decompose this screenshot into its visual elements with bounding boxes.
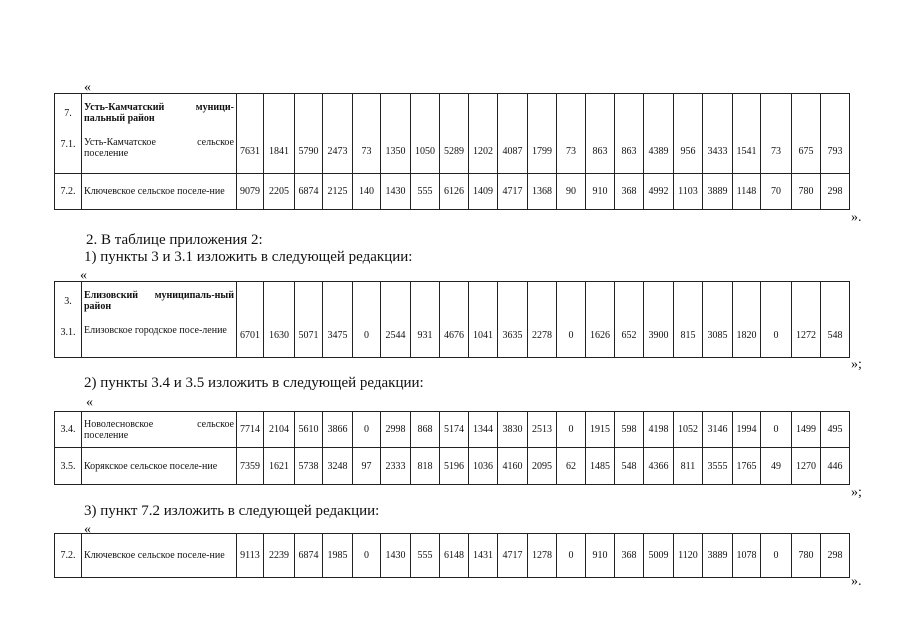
row-number-cell [55, 94, 82, 174]
value-cell [674, 282, 703, 358]
value: 3635 [502, 330, 523, 341]
value-cell: 780 [792, 174, 821, 210]
value-cell: 4366 [644, 448, 674, 485]
settlement-name: Ключевское сельское поселе-ние [82, 534, 237, 578]
value-cell [237, 94, 264, 174]
row-name-cell [82, 282, 237, 358]
value: 652 [621, 330, 637, 341]
value-cell: 49 [761, 448, 792, 485]
value: 1799 [532, 146, 552, 157]
row-number-cell [55, 282, 82, 358]
value: 863 [621, 146, 637, 157]
value-cell [644, 94, 674, 174]
value: 73 [361, 146, 372, 157]
table-row [55, 534, 850, 578]
value-cell: 5174 [440, 412, 469, 448]
value-cell: 818 [411, 448, 440, 485]
value-cell: 598 [615, 412, 644, 448]
value-cell: 910 [586, 534, 615, 578]
value: 3085 [707, 330, 728, 341]
table-row [55, 412, 850, 448]
value: 675 [798, 146, 814, 157]
value: 2473 [327, 146, 348, 157]
value-cell [264, 94, 295, 174]
value-cell: 3866 [323, 412, 353, 448]
value-cell: 446 [821, 448, 850, 485]
value-cell [469, 282, 498, 358]
value-cell [586, 282, 615, 358]
quote-open-4: « [84, 522, 91, 537]
value-cell [821, 282, 850, 358]
value-cell: 0 [353, 412, 381, 448]
value-cell: 4198 [644, 412, 674, 448]
value-cell: 5610 [295, 412, 323, 448]
value-cell: 1409 [469, 174, 498, 210]
row-number: 3.5. [55, 448, 82, 485]
value: 1050 [415, 146, 435, 157]
value: 2544 [385, 330, 406, 341]
value-cell: 6126 [440, 174, 469, 210]
value: 815 [680, 330, 696, 341]
table-row [55, 94, 850, 174]
value: 73 [566, 146, 576, 157]
value-cell: 1103 [674, 174, 703, 210]
paragraph-subitem-2: 2) пункты 3.4 и 3.5 изложить в следующей редакции: [84, 375, 424, 391]
quote-close-4: ». [851, 574, 862, 589]
settlement-name: Ключевское сельское поселе-ние [82, 174, 237, 210]
value-cell: 910 [586, 174, 615, 210]
value-cell [792, 282, 821, 358]
value-cell: 6874 [295, 174, 323, 210]
table-row [55, 448, 850, 485]
table-ust-kamchatsky [54, 93, 850, 210]
value-cell: 0 [557, 412, 586, 448]
value-cell: 1765 [733, 448, 761, 485]
table-row [55, 174, 850, 210]
value-cell: 2095 [528, 448, 557, 485]
paragraph-subitem-3: 3) пункт 7.2 изложить в следующей редакции: [84, 503, 380, 519]
value-cell [469, 94, 498, 174]
table-row [55, 282, 850, 358]
value-cell: 368 [615, 534, 644, 578]
value: 7631 [240, 146, 260, 157]
row-number: 7.1. [60, 139, 76, 150]
value-cell: 6148 [440, 534, 469, 578]
value-cell [557, 282, 586, 358]
settlement-name: Корякское сельское поселе-ние [82, 448, 237, 485]
settlement-name: Елизовское городское посе-ление [84, 325, 227, 336]
value-cell: 0 [353, 534, 381, 578]
value-cell: 1485 [586, 448, 615, 485]
value: 4389 [648, 146, 669, 157]
value-cell [528, 94, 557, 174]
value-cell: 3146 [703, 412, 733, 448]
value: 548 [827, 330, 843, 341]
value-cell: 298 [821, 174, 850, 210]
value-cell: 811 [674, 448, 703, 485]
row-name-cell [82, 94, 237, 174]
value-cell [615, 282, 644, 358]
value-cell: 1994 [733, 412, 761, 448]
value-cell [323, 282, 353, 358]
value-cell [264, 282, 295, 358]
value-cell: 90 [557, 174, 586, 210]
paragraph-subitem-1: 1) пункты 3 и 3.1 изложить в следующей редакции: [84, 249, 413, 265]
row-number: 3.1. [60, 327, 76, 338]
value-cell: 2205 [264, 174, 295, 210]
value-cell [733, 94, 761, 174]
value-cell [761, 282, 792, 358]
value: 1630 [269, 330, 289, 341]
value-cell: 9079 [237, 174, 264, 210]
value-cell: 1148 [733, 174, 761, 210]
value: 73 [771, 146, 781, 157]
value: 3475 [327, 330, 348, 341]
value: 4676 [444, 330, 464, 341]
value-cell [323, 94, 353, 174]
value: 0 [364, 330, 369, 341]
value: 1202 [473, 146, 493, 157]
value: 793 [827, 146, 843, 157]
value-cell: 2104 [264, 412, 295, 448]
value-cell: 4717 [498, 534, 528, 578]
value: 1820 [736, 330, 757, 341]
value: 5289 [444, 146, 464, 157]
value-cell: 555 [411, 534, 440, 578]
value: 0 [773, 330, 779, 341]
value-cell [761, 94, 792, 174]
value-cell: 1499 [792, 412, 821, 448]
value: 863 [592, 146, 608, 157]
value-cell: 4992 [644, 174, 674, 210]
value-cell: 2125 [323, 174, 353, 210]
value-cell [557, 94, 586, 174]
district-name: Елизовский муниципаль-ный район [84, 290, 234, 312]
value-cell: 0 [761, 534, 792, 578]
value-cell [674, 94, 703, 174]
value-cell: 1621 [264, 448, 295, 485]
value-cell [703, 94, 733, 174]
value-cell: 140 [353, 174, 381, 210]
value-cell: 1036 [469, 448, 498, 485]
row-number: 3.4. [55, 412, 82, 448]
settlement-name: Усть-Камчатское сельское поселение [84, 137, 234, 159]
row-number: 7. [64, 108, 72, 119]
value: 1041 [473, 330, 493, 341]
value: 1541 [736, 146, 757, 157]
value: 3900 [648, 330, 669, 341]
value-cell: 548 [615, 448, 644, 485]
value-cell: 3889 [703, 174, 733, 210]
table-points-3-4-3-5 [54, 411, 850, 485]
value: 0 [568, 330, 574, 341]
value-cell [237, 282, 264, 358]
value-cell [411, 94, 440, 174]
quote-open-2: « [80, 268, 87, 283]
value-cell: 1431 [469, 534, 498, 578]
value: 1626 [590, 330, 610, 341]
value: 4087 [502, 146, 523, 157]
value-cell: 1270 [792, 448, 821, 485]
value-cell [498, 94, 528, 174]
value-cell: 1985 [323, 534, 353, 578]
value-cell: 62 [557, 448, 586, 485]
value-cell: 3830 [498, 412, 528, 448]
value-cell: 1368 [528, 174, 557, 210]
value-cell: 4160 [498, 448, 528, 485]
value-cell [792, 94, 821, 174]
row-number: 7.2. [55, 534, 82, 578]
value-cell: 368 [615, 174, 644, 210]
value-cell: 0 [557, 534, 586, 578]
value-cell: 2513 [528, 412, 557, 448]
paragraph-item-2: 2. В таблице приложения 2: [86, 232, 263, 248]
value-cell [703, 282, 733, 358]
value-cell: 1430 [381, 534, 411, 578]
value-cell [353, 282, 381, 358]
quote-close-1: ». [851, 210, 862, 225]
value-cell [498, 282, 528, 358]
value-cell [615, 94, 644, 174]
value: 5790 [298, 146, 319, 157]
value-cell: 780 [792, 534, 821, 578]
value-cell: 4717 [498, 174, 528, 210]
value-cell: 2333 [381, 448, 411, 485]
value-cell: 1052 [674, 412, 703, 448]
value-cell [440, 282, 469, 358]
value: 956 [680, 146, 696, 157]
value-cell: 3889 [703, 534, 733, 578]
value-cell: 7359 [237, 448, 264, 485]
value-cell [821, 94, 850, 174]
value-cell: 1278 [528, 534, 557, 578]
quote-close-2: »; [851, 357, 862, 372]
value-cell [586, 94, 615, 174]
quote-close-3: »; [851, 485, 862, 500]
value-cell [295, 94, 323, 174]
value-cell: 868 [411, 412, 440, 448]
value-cell: 7714 [237, 412, 264, 448]
value-cell: 2998 [381, 412, 411, 448]
value: 2278 [532, 330, 552, 341]
value-cell [528, 282, 557, 358]
value-cell: 70 [761, 174, 792, 210]
value-cell [733, 282, 761, 358]
value-cell [295, 282, 323, 358]
row-number: 3. [64, 296, 72, 307]
value-cell [353, 94, 381, 174]
value: 1841 [269, 146, 289, 157]
value-cell: 5196 [440, 448, 469, 485]
value-cell: 5009 [644, 534, 674, 578]
value-cell: 0 [761, 412, 792, 448]
value-cell: 5738 [295, 448, 323, 485]
value-cell: 1078 [733, 534, 761, 578]
value-cell [644, 282, 674, 358]
value: 3433 [707, 146, 728, 157]
value-cell: 9113 [237, 534, 264, 578]
value-cell: 6874 [295, 534, 323, 578]
quote-open-1: « [84, 80, 91, 95]
value-cell: 1120 [674, 534, 703, 578]
value-cell: 495 [821, 412, 850, 448]
value: 5071 [298, 330, 319, 341]
table-elizovsky [54, 281, 850, 358]
value-cell [381, 282, 411, 358]
value-cell: 1344 [469, 412, 498, 448]
district-name: Усть-Камчатский муници-пальный район [84, 102, 234, 124]
value-cell: 1915 [586, 412, 615, 448]
quote-open-3: « [86, 395, 93, 410]
value-cell [381, 94, 411, 174]
value-cell: 2239 [264, 534, 295, 578]
value: 6701 [240, 330, 260, 341]
value-cell: 555 [411, 174, 440, 210]
value-cell: 1430 [381, 174, 411, 210]
value: 1350 [385, 146, 406, 157]
settlement-name: Новолесновское сельское поселение [82, 412, 237, 448]
value-cell [411, 282, 440, 358]
table-point-7-2 [54, 533, 850, 578]
value: 931 [417, 330, 433, 341]
row-number: 7.2. [55, 174, 82, 210]
value-cell: 298 [821, 534, 850, 578]
value: 1272 [796, 330, 816, 341]
value-cell: 3248 [323, 448, 353, 485]
value-cell: 3555 [703, 448, 733, 485]
value-cell [440, 94, 469, 174]
value-cell: 97 [353, 448, 381, 485]
